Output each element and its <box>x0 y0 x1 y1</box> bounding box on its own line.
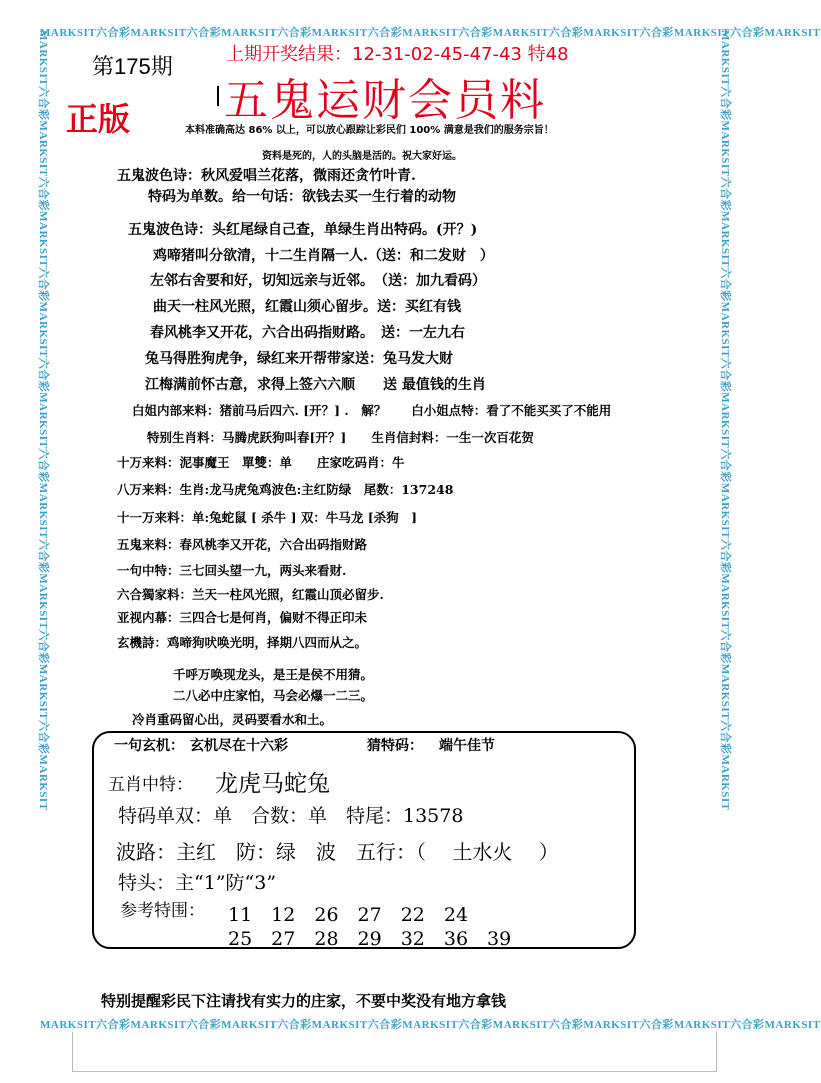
page-title: 五鬼运财会员料 <box>224 75 546 126</box>
issue-number: 第175期 <box>92 54 173 79</box>
watermark-bottom: MARKSIT六合彩MARKSIT六合彩MARKSIT六合彩MARKSIT六合彩MARKSIT六合彩MARKSIT六合彩MARKSIT六合彩MARKSIT六合彩MARKSIT <box>40 1019 821 1031</box>
text-line: 兔马得胜狗虎争，绿红来开帮带家送：兔马发大财 <box>145 351 453 367</box>
watermark-left-text: MARKSIT六合彩MARKSIT六合彩MARKSIT六合彩MARKSIT六合彩MARKSIT六合彩MARKSIT六合彩MARKSIT六合彩MARKSIT六合彩MARKSIT <box>37 30 49 811</box>
page-edge-bottom <box>72 1071 717 1072</box>
watermark-right <box>720 30 736 1020</box>
title-bar <box>217 86 219 106</box>
motto: 资料是死的，人的头脑是活的。祝大家好运。 <box>262 151 462 162</box>
five-zodiac-value: 龙虎马蛇兔 <box>215 771 330 797</box>
text-line: 八万来料：生肖:龙马虎兔鸡波色:主红防绿 尾数：137248 <box>117 482 454 497</box>
reference-row-1: 11 12 26 27 22 24 <box>228 904 469 926</box>
reference-row-2: 25 27 28 29 32 36 39 <box>228 928 512 950</box>
guess-label: 猜特码： <box>367 738 423 754</box>
edition-label: 正版 <box>66 100 131 138</box>
text-line: 玄機詩：鸡啼狗吠唤光明，择期八四而从之。 <box>117 635 368 650</box>
last-result: 上期开奖结果：12-31-02-45-47-43 特48 <box>226 44 569 65</box>
text-line: 特码为单数。给一句话：欲钱去买一生行着的动物 <box>148 189 456 205</box>
page-edge-right <box>716 1032 717 1072</box>
text-line: 十万来料：泥事魔王 單雙：单 庄家吃码肖：牛 <box>117 455 405 470</box>
text-line: 曲天一柱风光照，红霞山须心留步。送：买红有钱 <box>153 299 461 315</box>
text-line: 六合獨家料：兰天一柱风光照，红霞山顶必留步. <box>117 587 384 602</box>
watermark-top: MARKSIT六合彩MARKSIT六合彩MARKSIT六合彩MARKSIT六合彩MARKSIT六合彩MARKSIT六合彩MARKSIT六合彩MARKSIT六合彩MARKSIT <box>40 27 821 39</box>
five-zodiac-label: 五肖中特： <box>108 775 193 795</box>
text-line: 五鬼波色诗：头红尾绿自己查，单绿生肖出特码。(开？) <box>128 222 478 238</box>
page-edge-left <box>72 1032 73 1072</box>
text-line: 亚视内幕：三四合七是何肖，偏财不得正印未 <box>117 610 368 625</box>
odd-even-line: 特码单双：单 合数：单 特尾：13578 <box>118 805 464 827</box>
text-line: 二八必中庄家怕，马会必爆一二三。 <box>173 688 374 703</box>
text-line: 十一万来料：单:兔蛇鼠 [ 杀牛 ] 双：牛马龙 [杀狗 ] <box>117 510 418 525</box>
text-line: 特别生肖料：马腾虎跃狗叫春[开？] 生肖信封料：一生一次百花贺 <box>147 430 534 445</box>
text-line: 鸡啼猪叫分欲清，十二生肖隔一人.（送：和二发财 ） <box>153 248 494 264</box>
reference-label: 参考特围： <box>120 901 205 921</box>
text-line: 五鬼来料：春风桃李又开花，六合出码指财路 <box>117 537 368 552</box>
text-line: 一句中特：三七回头望一九，两头来看财. <box>117 563 347 578</box>
text-line: 五鬼波色诗：秋风爱唱兰花落，微雨还贪竹叶青. <box>117 168 416 184</box>
text-line: 左邻右舍要和好，切知远亲与近邻。 （送：加九看码） <box>150 273 486 289</box>
riddle-value: 玄机尽在十六彩 <box>190 738 288 754</box>
riddle-label: 一句玄机： <box>114 738 184 754</box>
watermark-left <box>38 30 54 1020</box>
text-line: 江梅满前怀古意，求得上签六六顺 送 最值钱的生肖 <box>145 377 486 393</box>
accuracy-notice: 本料准确高达 86% 以上，可以放心跟踪让彩民们 100% 满意是我们的服务宗旨！ <box>185 125 554 136</box>
text-line: 千呼万唤现龙头，是王是侯不用猜。 <box>173 667 374 682</box>
text-line: 冷肖重码留心出，灵码要看水和土。 <box>132 712 333 727</box>
text-line: 春风桃李又开花，六合出码指财路。 送：一左九右 <box>150 325 465 341</box>
wave-line: 波路：主红 防：绿 波 五行：（ 土水火 ） <box>116 840 559 864</box>
guess-value: 端午佳节 <box>439 738 495 754</box>
text-line: 白姐内部来料：猪前马后四六. [开？] . 解？ 白小姐点特：看了不能买买了不能用 <box>132 403 612 418</box>
footer-reminder: 特别提醒彩民下注请找有实力的庄家，不要中奖没有地方拿钱 <box>101 992 507 1010</box>
watermark-right-text: MARKSIT六合彩MARKSIT六合彩MARKSIT六合彩MARKSIT六合彩MARKSIT六合彩MARKSIT六合彩MARKSIT六合彩MARKSIT六合彩MARKSIT <box>719 30 731 811</box>
head-line: 特头：主“1”防“3” <box>118 872 277 894</box>
